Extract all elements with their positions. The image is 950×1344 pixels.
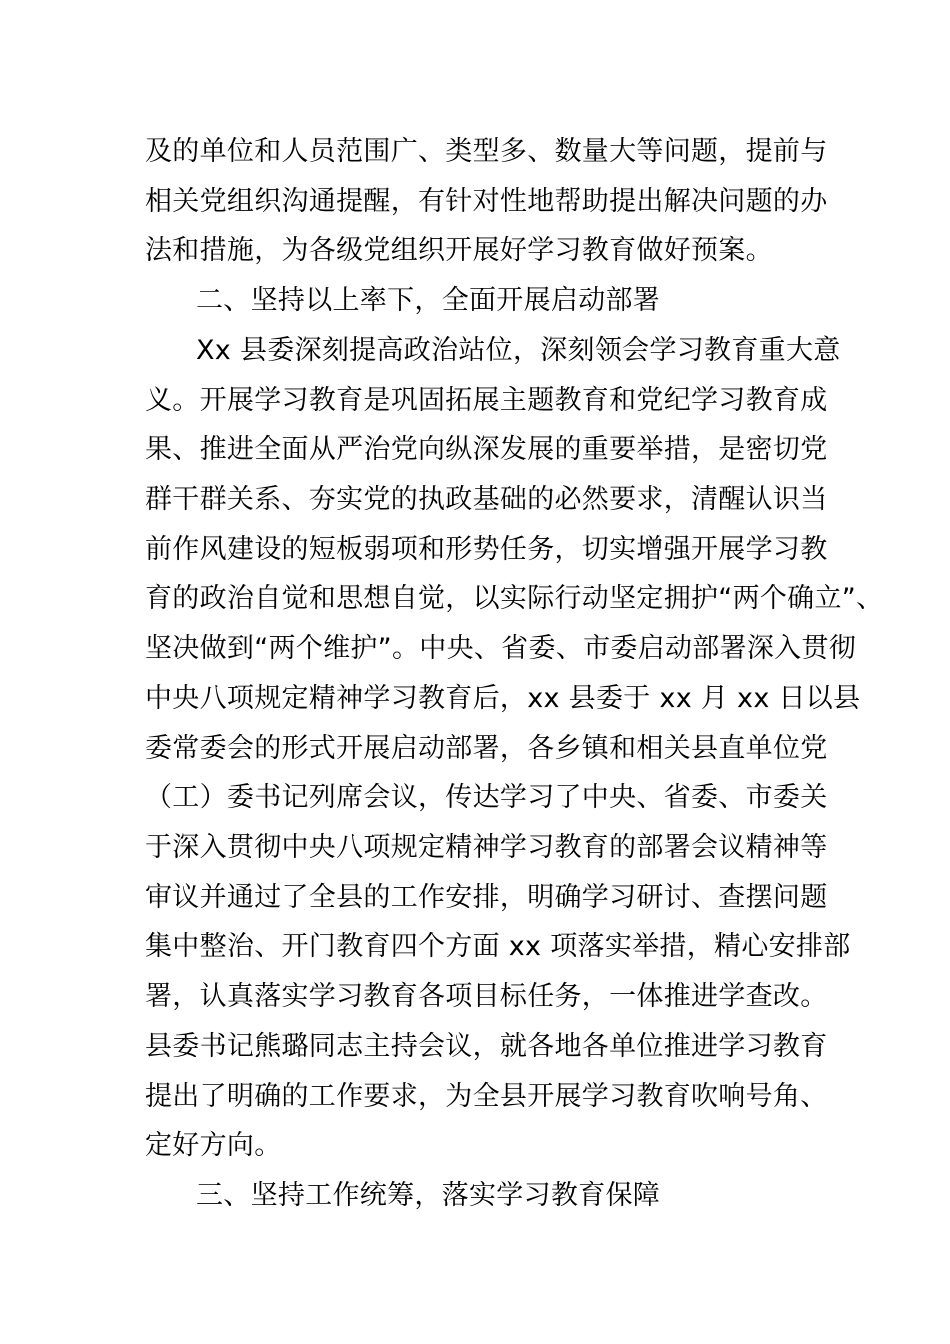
text-line: 审议并通过了全县的工作安排，明确学习研讨、查摆问题	[145, 882, 828, 913]
text-line: 果、推进全面从严治党向纵深发展的重要举措，是密切党	[145, 434, 828, 465]
text-line: 法和措施，为各级党组织开展好学习教育做好预案。	[145, 235, 773, 266]
text-line: 定好方向。	[145, 1130, 282, 1161]
text-line: （工）委书记列席会议，传达学习了中央、省委、市委关	[145, 782, 828, 813]
text-line: 署，认真落实学习教育各项目标任务，一体推进学查改。	[145, 981, 828, 1012]
text-line: 育的政治自觉和思想自觉，以实际行动坚定拥护“两个确立”、	[145, 583, 884, 614]
text-line: 中央八项规定精神学习教育后，xx 县委于 xx 月 xx 日以县	[145, 683, 861, 714]
text-line: 前作风建设的短板弱项和形势任务，切实增强开展学习教	[145, 534, 828, 565]
text-line: 提出了明确的工作要求，为全县开展学习教育吹响号角、	[145, 1081, 828, 1112]
text-line: 县委书记熊璐同志主持会议，就各地各单位推进学习教育	[145, 1031, 828, 1062]
text-line: 集中整治、开门教育四个方面 xx 项落实举措，精心安排部	[145, 931, 851, 962]
text-line: 群干群关系、夯实党的执政基础的必然要求，清醒认识当	[145, 484, 828, 515]
section-heading: 三、坚持工作统筹，落实学习教育保障	[196, 1180, 661, 1211]
text-line: 于深入贯彻中央八项规定精神学习教育的部署会议精神等	[145, 832, 828, 863]
text-line: 委常委会的形式开展启动部署，各乡镇和相关县直单位党	[145, 733, 828, 764]
text-line: Xx 县委深刻提高政治站位，深刻领会学习教育重大意	[196, 335, 841, 366]
section-heading: 二、坚持以上率下，全面开展启动部署	[196, 285, 661, 316]
text-line: 坚决做到“两个维护”。中央、省委、市委启动部署深入贯彻	[145, 633, 857, 664]
text-line: 相关党组织沟通提醒，有针对性地帮助提出解决问题的办	[145, 186, 828, 217]
text-line: 义。开展学习教育是巩固拓展主题教育和党纪学习教育成	[145, 385, 828, 416]
text-line: 及的单位和人员范围广、类型多、数量大等问题，提前与	[145, 136, 828, 167]
